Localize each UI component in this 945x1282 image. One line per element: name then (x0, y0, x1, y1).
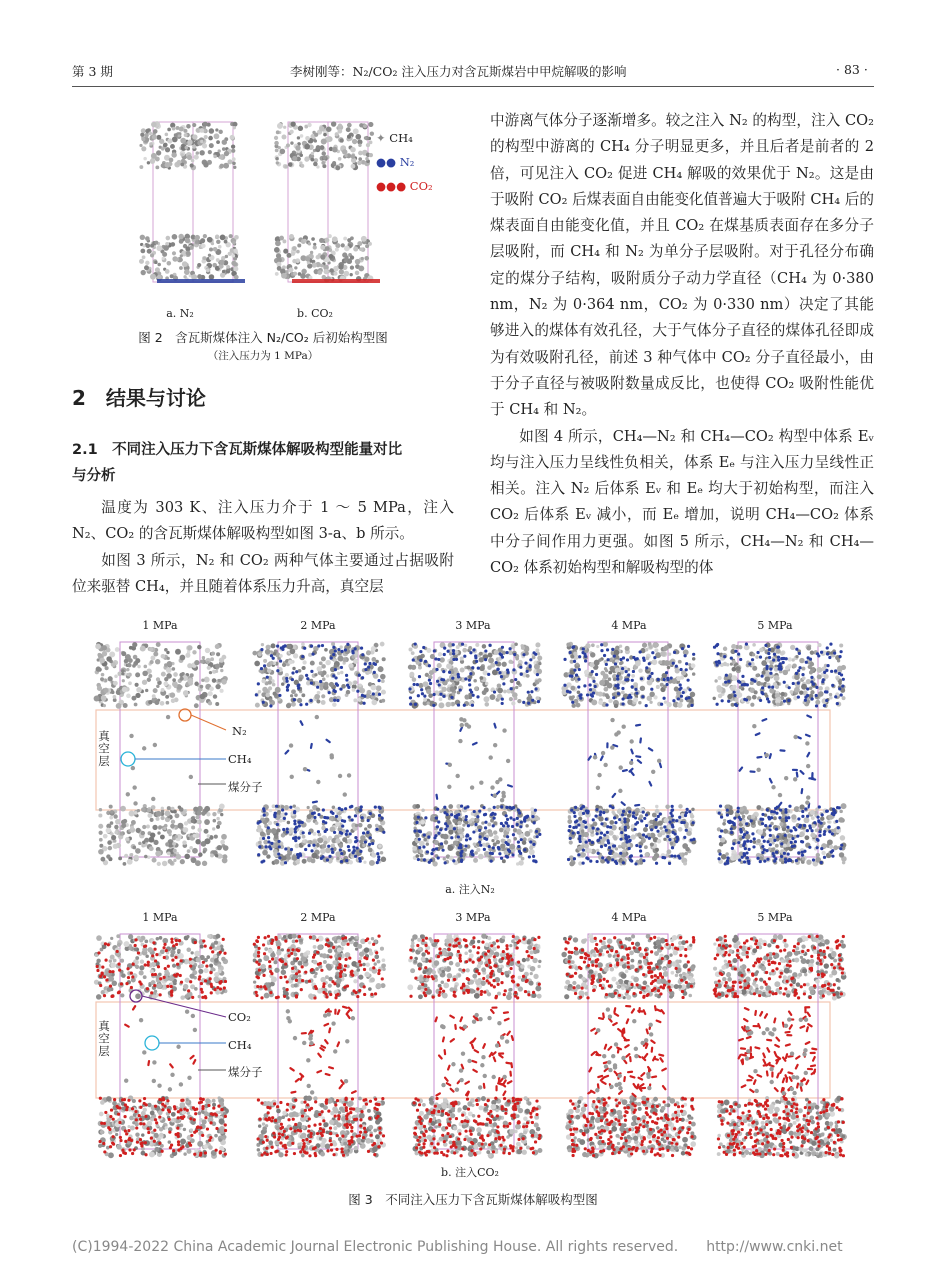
paragraph: 如图 3 所示，N₂ 和 CO₂ 两种气体主要通过占据吸附位来驱替 CH₄，并且随着体系压力升高，真空层 (72, 551, 454, 595)
pressure-label: 4 MPa (611, 619, 647, 632)
pressure-label: 1 MPa (142, 619, 178, 632)
pressure-label: 5 MPa (757, 911, 793, 924)
gas-molecules (125, 1006, 195, 1067)
figure-3-caption: 图 3 不同注入压力下含瓦斯煤体解吸构型图 (348, 1192, 598, 1207)
pressure-label: 2 MPa (300, 619, 336, 632)
gas-molecules (588, 1006, 666, 1096)
figure-3 (88, 612, 858, 1187)
methane-molecules (447, 717, 510, 802)
injected-gas-layer (292, 279, 380, 283)
coal-molecule-layer (274, 234, 373, 283)
coal-molecule-layer (252, 642, 386, 709)
paragraph: 如图 4 所示，CH₄—N₂ 和 CH₄—CO₂ 构型中体系 Eᵥ 均与注入压力呈线性负相关，体系 Eₑ 与注入压力呈线性正相关。注入 N₂ 后体系 Eᵥ 和 Eₑ 均大于初始构型，而注入 CO₂ 后体系 Eᵥ 减小，而 Eₑ 增加，说明 CH₄—CO₂ 体系中分子间作用力更强。如图 5 所示，CH₄—N₂ 和 CH₄—CO₂ 体系初始构型和解吸构型的体 (490, 427, 874, 577)
label-coal: 煤分子 (228, 1065, 263, 1079)
pressure-label: 3 MPa (455, 619, 491, 632)
legend-n2: ●● N₂ (376, 155, 415, 169)
figure-3b-caption: b. 注入CO₂ (441, 1166, 499, 1179)
header-rule (72, 86, 874, 87)
pressure-label: 2 MPa (300, 911, 336, 924)
vacuum-layer-box (96, 1002, 830, 1098)
gas-molecules (740, 716, 816, 808)
coal-molecule-layer (253, 933, 386, 999)
label-ch4: CH₄ (228, 752, 252, 766)
left-column-text (72, 495, 454, 600)
figure-2-caption: 图 2 含瓦斯煤体注入 N₂/CO₂ 后初始构型图 (138, 330, 388, 345)
figure-2-caption-note: （注入压力为 1 MPa） (207, 350, 319, 362)
label-coal: 煤分子 (228, 780, 263, 794)
methane-molecules (124, 1010, 197, 1092)
ch4-highlight-circle (145, 1036, 159, 1050)
running-title: 李树刚等：N₂/CO₂ 注入压力对含瓦斯煤岩中甲烷解吸的影响 (290, 64, 627, 79)
figure-2-sub-b: b. CO₂ (297, 307, 333, 320)
legend-co2: ●●● CO₂ (376, 179, 433, 193)
vacuum-layer-label: 真空层 (97, 1020, 111, 1058)
label-n2: N₂ (232, 724, 247, 738)
legend-ch4: ✦ CH₄ (376, 131, 413, 145)
issue-number: 第 3 期 (72, 64, 113, 79)
copyright-footer: (C)1994-2022 China Academic Journal Electronic Publishing House. All rights reserved. http://www.cnki.net (72, 1239, 843, 1255)
coal-molecule-layer (94, 642, 228, 709)
figure-2-legend (376, 131, 456, 203)
right-column-text (490, 108, 874, 581)
callout-line (191, 715, 226, 730)
subsection-title: 2.1 不同注入压力下含瓦斯煤体解吸构型能量对比 与分析 (72, 442, 403, 484)
coal-molecule-layer (139, 121, 237, 170)
coal-molecule-layer (256, 804, 387, 866)
methane-molecules (126, 715, 193, 806)
coal-molecule-layer (567, 804, 696, 867)
figure-3-models (88, 612, 858, 1187)
coal-molecule-layer (713, 642, 847, 708)
coal-molecule-layer (94, 934, 228, 1000)
coal-molecule-layer (407, 933, 541, 1000)
paragraph: 温度为 303 K、注入压力介于 1 ～ 5 MPa，注入 N₂、CO₂ 的含瓦斯煤体解吸构型如图 3-a、b 所示。 (72, 499, 454, 543)
coal-molecule-layer (274, 121, 374, 170)
gas-highlight-circle (179, 709, 191, 721)
label-ch4: CH₄ (228, 1038, 252, 1052)
coal-molecule-layer (408, 642, 542, 709)
coal-molecule-layer (561, 934, 695, 1000)
figure-3a-caption: a. 注入N₂ (445, 883, 495, 896)
ch4-highlight-circle (121, 752, 135, 766)
coal-molecule-layer (565, 1095, 696, 1158)
coal-molecule-layer (139, 234, 239, 282)
coal-molecule-layer (713, 933, 847, 1000)
gas-molecules (588, 725, 661, 806)
label-co2: CO₂ (228, 1010, 251, 1024)
pressure-label: 1 MPa (142, 911, 178, 924)
pressure-label: 4 MPa (611, 911, 647, 924)
injected-gas-layer (157, 279, 245, 283)
coal-molecule-layer (716, 803, 847, 866)
pressure-label: 5 MPa (757, 619, 793, 632)
paragraph: 中游离气体分子逐渐增多。较之注入 N₂ 的构型，注入 CO₂ 的构型中游离的 CH₄ 分子明显更多，并且后者是前者的 2 倍，可见注入 CO₂ 促进 CH₄ 解吸的效果优于 N₂。这是由于吸附 CO₂ 后煤表面自由能变化值普遍大于吸附 CH₄ 后的煤表面自由能变化值，并且 CO₂ 在煤基质表面存在多分子层吸附，而 CH₄ 和 N₂ 为单分子层吸附。对于孔径分布确定的煤分子结构，吸附质分子动力学直径（CH₄ 为 0·380 nm，N₂ 为 0·364 nm，CO₂ 为 0·330 nm）决定了其能够进入的煤体有效孔径，大于气体分子直径的煤体孔径即成为有效吸附孔径，前述 3 种气体中 CO₂ 分子直径最小，由于分子直径与被吸附数量成反比，也使得 CO₂ 吸附性能优于 CH₄ 和 N₂。 (490, 112, 874, 419)
pressure-label: 3 MPa (455, 911, 491, 924)
section-title: 2 结果与讨论 (72, 386, 206, 410)
coal-molecule-layer (561, 642, 695, 708)
vacuum-layer-label: 真空层 (97, 730, 111, 768)
page-number: · 83 · (836, 62, 868, 77)
figure-2-sub-a: a. N₂ (166, 307, 194, 320)
gas-molecules (286, 721, 330, 802)
methane-molecules (289, 715, 351, 797)
